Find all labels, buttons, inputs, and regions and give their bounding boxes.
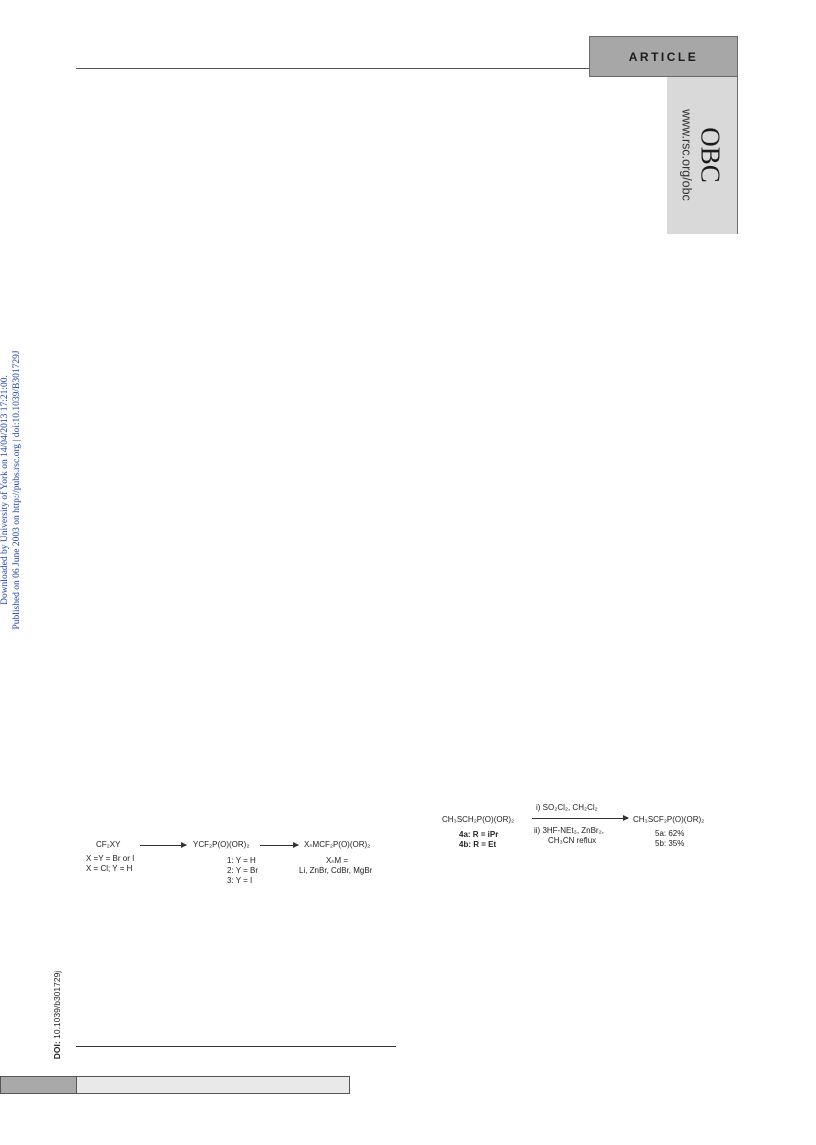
download-notice-line2[interactable]: Published on 06 June 2003 on http://pubs.rsc.org | doi:10.1039/B301729J bbox=[12, 350, 22, 630]
scheme1-start-cond2: X = Cl; Y = H bbox=[86, 864, 133, 873]
scheme2-reactant-variant-b: 4b: R = Et bbox=[459, 840, 497, 849]
scheme2-reagent-bottom1: ii) 3HF-NEt₃, ZnBr₂, bbox=[534, 826, 604, 835]
scheme1-start-cond1: X =Y = Br or I bbox=[86, 854, 135, 863]
scheme1-mid-item-2: 2: Y = Br bbox=[227, 866, 259, 875]
scheme1-arrow-2 bbox=[260, 845, 298, 846]
journal-strip bbox=[667, 77, 738, 234]
download-notice bbox=[0, 325, 29, 655]
doi-side-label bbox=[52, 960, 66, 1070]
footnote-rule bbox=[76, 1046, 396, 1047]
journal-abbr: OBC bbox=[696, 127, 726, 183]
journal-url[interactable]: www.rsc.org/obc bbox=[680, 109, 694, 201]
header-rule bbox=[76, 68, 590, 69]
scheme1-end-cond2: Li, ZnBr, CdBr, MgBr bbox=[299, 866, 373, 875]
footer-bar-block bbox=[0, 1076, 77, 1094]
scheme2-reagent-bottom2: CH₃CN reflux bbox=[548, 836, 597, 845]
scheme2-reagent-top: i) SO₂Cl₂, CH₂Cl₂ bbox=[536, 803, 598, 812]
scheme2-product: CH₃SCF₂P(O)(OR)₂ bbox=[633, 815, 705, 824]
scheme1-mid-formula: YCF₂P(O)(OR)₂ bbox=[193, 840, 250, 849]
doi-value[interactable]: 10.1039/b301729j bbox=[52, 970, 62, 1039]
doi-label: DOI: bbox=[52, 1041, 62, 1060]
article-label: ARTICLE bbox=[589, 36, 738, 77]
scheme1-end-cond1: XₙM = bbox=[326, 856, 349, 865]
scheme1-mid-item-1: 1: Y = H bbox=[227, 856, 256, 865]
scheme1-mid-item-3: 3: Y = I bbox=[227, 876, 253, 885]
scheme2-product-yield-b: 5b: 35% bbox=[655, 839, 685, 848]
download-notice-line1[interactable]: Downloaded by University of York on 14/04/2013 17:21:00. bbox=[0, 375, 10, 605]
scheme2-arrow bbox=[532, 818, 628, 819]
scheme1-end-formula: XₙMCF₂P(O)(OR)₂ bbox=[304, 840, 371, 849]
scheme1-arrow-1 bbox=[140, 845, 186, 846]
scheme2-reactant: CH₃SCH₂P(O)(OR)₂ bbox=[442, 815, 515, 824]
scheme2-reactant-variant-a: 4a: R = iPr bbox=[459, 830, 499, 839]
scheme1-start-formula: CF₂XY bbox=[96, 840, 121, 849]
scheme2-product-yield-a: 5a: 62% bbox=[655, 829, 685, 838]
